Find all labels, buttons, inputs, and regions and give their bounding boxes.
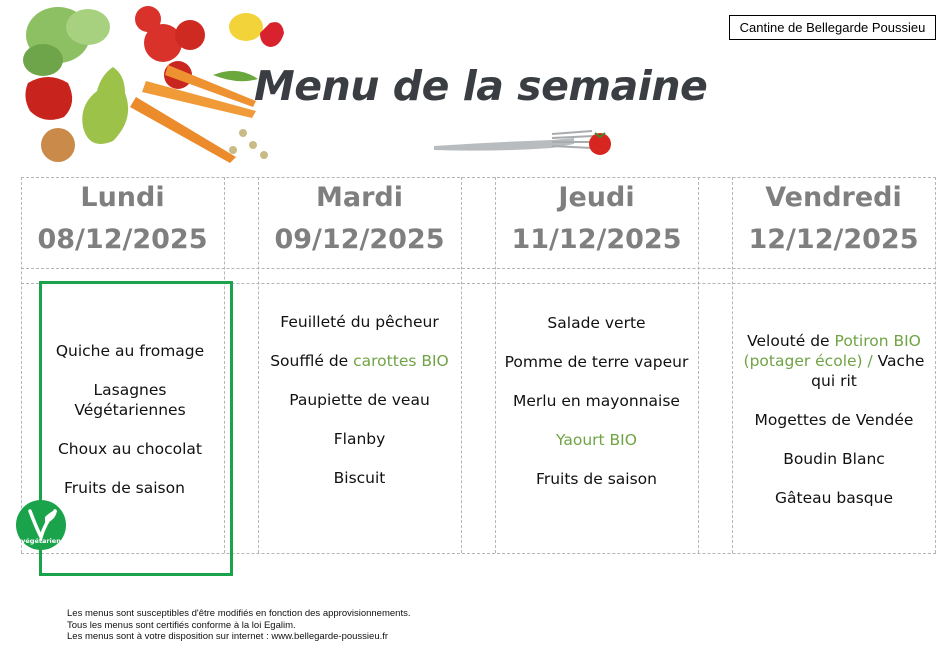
- col-border: [461, 177, 462, 553]
- dish: Gâteau basque: [775, 489, 893, 507]
- canteen-name: Cantine de Bellegarde Poussieu: [739, 20, 926, 35]
- footer-line: Les menus sont susceptibles d'être modifiés en fonction des approvisionnements.: [67, 608, 411, 619]
- day-date: 12/12/2025: [748, 224, 919, 255]
- day-date: 09/12/2025: [274, 224, 445, 255]
- canteen-name-box: [729, 15, 936, 40]
- dish: Boudin Blanc: [783, 450, 885, 468]
- dish: Merlu en mayonnaise: [513, 392, 680, 410]
- day-name: Mardi: [316, 182, 403, 213]
- footer-line: Tous les menus sont certifiés conforme à la loi Egalim.: [67, 619, 296, 631]
- table-header-separator: [21, 268, 936, 269]
- col-border: [935, 177, 936, 553]
- dish: Lasagnes Végétariennes: [74, 381, 186, 419]
- dish: Salade verte: [547, 314, 646, 332]
- footer-notes: [67, 608, 410, 643]
- vegetarian-day-frame: [39, 281, 233, 576]
- fork-with-tomato-icon: [432, 124, 617, 160]
- day-header-vendredi: [732, 177, 935, 267]
- day-date: 08/12/2025: [37, 224, 208, 255]
- col-border: [698, 177, 699, 553]
- vegetarian-label: végétarien: [21, 537, 61, 545]
- menu-column-vendredi: [740, 331, 928, 527]
- day-name: Vendredi: [765, 182, 902, 213]
- dish: Choux au chocolat: [57, 440, 203, 458]
- day-header-mardi: [258, 177, 461, 267]
- dish: Quiche au fromage: [55, 342, 205, 360]
- dish: Soufflé de carottes BIO: [270, 352, 449, 370]
- day-header-jeudi: [495, 177, 698, 267]
- dish: Mogettes de Vendée: [754, 411, 914, 429]
- dish: Feuilleté du pêcheur: [280, 313, 439, 331]
- day-date: 11/12/2025: [511, 224, 682, 255]
- day-header-lundi: [21, 177, 224, 267]
- dish: Fruits de saison: [64, 479, 185, 497]
- vegetables-illustration-icon: [18, 5, 293, 167]
- menu-column-mardi: [258, 312, 461, 507]
- dish: Velouté de Potiron BIO (potager école) / Vache qui rit: [743, 332, 925, 390]
- dish: Yaourt BIO: [556, 431, 637, 449]
- dish: Fruits de saison: [536, 470, 657, 488]
- dish: Biscuit: [333, 469, 386, 487]
- dish: Flanby: [333, 430, 386, 448]
- page-title: Menu de la semaine: [254, 62, 708, 110]
- dish: Pomme de terre vapeur: [504, 353, 689, 371]
- footer-line: Les menus sont à votre disposition sur internet : www.bellegarde-poussieu.fr: [67, 631, 389, 642]
- menu-column-jeudi: [495, 313, 698, 508]
- vegetarian-leaf-icon: [15, 499, 67, 551]
- dish: Paupiette de veau: [289, 391, 430, 409]
- day-name: Lundi: [80, 182, 165, 213]
- day-name: Jeudi: [558, 182, 635, 213]
